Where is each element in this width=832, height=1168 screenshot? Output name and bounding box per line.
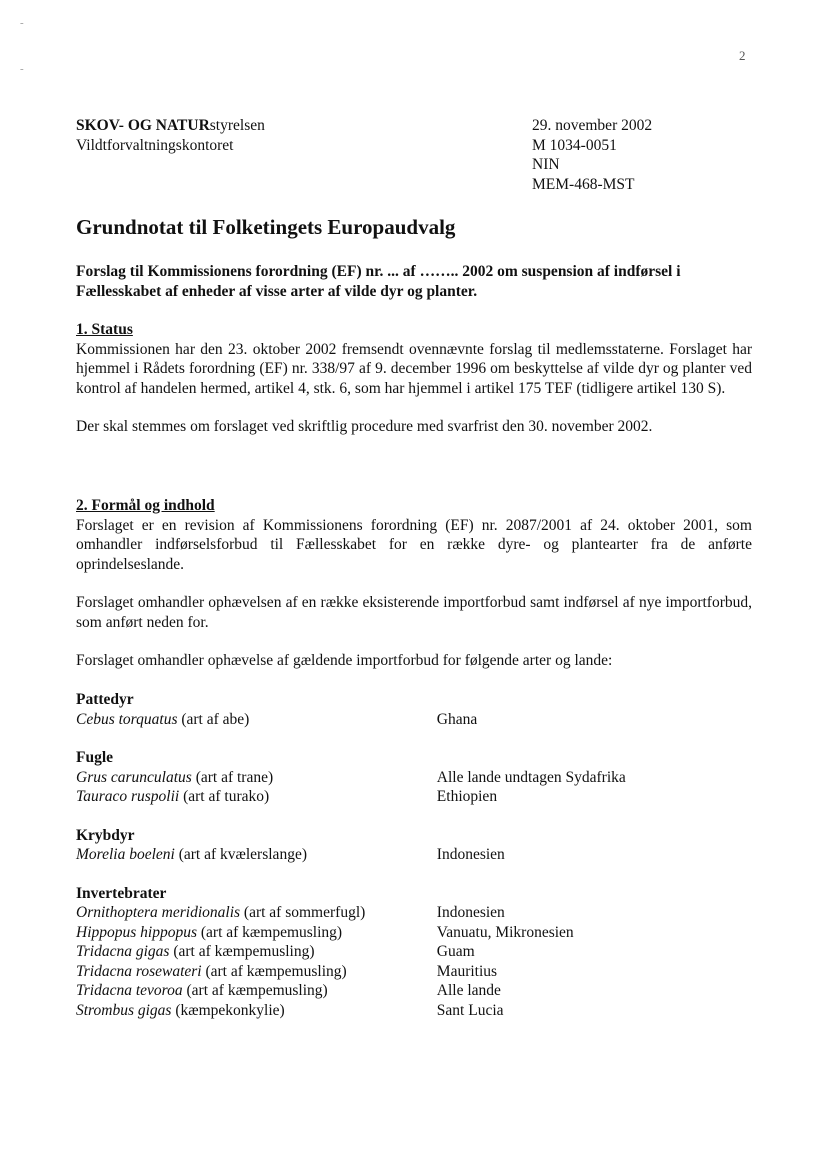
species-row <box>76 1001 676 1021</box>
species-row <box>76 768 676 788</box>
species-row <box>76 923 676 943</box>
species-country: Ghana <box>436 710 478 728</box>
status-paragraph: Der skal stemmes om forslaget ved skriftlig procedure med svarfrist den 30. november 2002. <box>76 418 653 435</box>
species-row <box>76 787 676 807</box>
purpose-paragraph: Forslaget omhandler ophævelse af gældende importforbud for følgende arter og lande: <box>76 652 613 669</box>
species-row <box>76 845 676 865</box>
species-country: Sant Lucia <box>436 1001 504 1019</box>
species-common-name: (art af turako) <box>179 788 270 805</box>
species-latin-name: Strombus gigas <box>76 1001 172 1019</box>
species-latin-name: Tauraco ruspolii <box>76 788 180 805</box>
species-latin-name: Tridacna tevoroa <box>76 982 183 999</box>
case-number: M 1034-0051 <box>532 136 617 154</box>
species-row <box>76 962 676 982</box>
species-common-name: (art af kæmpemusling) <box>201 962 347 980</box>
species-common-name: (art af kæmpemusling) <box>197 923 343 941</box>
page-title: Grundnotat til Folketingets Europaudvalg <box>76 215 456 239</box>
species-name <box>76 787 437 807</box>
organization-name <box>76 116 265 136</box>
organization-name-bold: SKOV- OG NATUR <box>76 117 210 134</box>
species-country: Vanuatu, Mikronesien <box>436 923 574 941</box>
scan-artifact-mark: - <box>20 17 24 29</box>
species-group-title: Fugle <box>76 749 114 766</box>
species-name <box>76 1001 437 1021</box>
species-group-title: Invertebrater <box>76 884 167 902</box>
species-name <box>76 903 437 923</box>
purpose-paragraph: Forslaget er en revision af Kommissionens forordning (EF) nr. 2087/2001 af 24. oktober 2001, som omhandler indførselsforbud til Fællesskabet for en række dyre- og plantearter fra de anførte oprindelseslande. <box>76 516 752 573</box>
species-common-name: (art af kvælerslange) <box>174 846 307 863</box>
species-name <box>76 845 437 865</box>
species-name <box>76 768 437 788</box>
purpose-heading: 2. Formål og indhold <box>76 497 215 514</box>
status-heading: 1. Status <box>76 321 133 338</box>
species-common-name: (art af trane) <box>191 768 274 786</box>
species-group-title: Pattedyr <box>76 691 134 708</box>
proposal-subtitle: Forslag til Kommissionens forordning (EF) nr. ... af …….. 2002 om suspension af indførsel i Fællesskabet af enheder af visse arter af vilde dyr og planter. <box>76 263 681 300</box>
status-paragraph: Kommissionen har den 23. oktober 2002 fremsendt ovennævnte forslag til medlemsstaterne. Forslaget har hjemmel i Rådets forordning (EF) nr. 338/97 af 9. december 1996 om beskyttelse af vilde dyr og planter ved kontrol af handelen hermed, artikel 4, stk. 6, som har hjemmel i artikel 175 TEF (tidligere artikel 130 S). <box>76 340 752 397</box>
species-latin-name: Grus carunculatus <box>76 768 192 786</box>
species-name <box>76 923 437 943</box>
initials: NIN <box>532 156 560 173</box>
species-row <box>76 903 676 923</box>
office-name: Vildtforvaltningskontoret <box>76 136 234 154</box>
document-date: 29. november 2002 <box>532 117 653 134</box>
purpose-paragraph: Forslaget omhandler ophævelsen af en række eksisterende importforbud samt indførsel af nye importforbud, som anført neden for. <box>76 594 752 631</box>
species-country: Indonesien <box>436 904 505 921</box>
species-latin-name: Tridacna rosewateri <box>76 962 202 980</box>
species-group-title: Krybdyr <box>76 826 135 844</box>
species-group <box>76 826 676 865</box>
species-common-name: (art af sommerfugl) <box>240 904 366 921</box>
species-common-name: (art af kæmpemusling) <box>182 982 328 999</box>
species-latin-name: Tridacna gigas <box>76 943 170 960</box>
document-meta <box>532 116 652 194</box>
status-section <box>76 320 752 437</box>
species-latin-name: Hippopus hippopus <box>76 923 197 941</box>
reference-code: MEM-468-MST <box>532 175 635 193</box>
species-latin-name: Morelia boeleni <box>76 846 175 863</box>
species-row <box>76 981 676 1001</box>
species-common-name: (kæmpekonkylie) <box>171 1001 285 1019</box>
species-name <box>76 710 437 730</box>
page-number: 2 <box>739 48 746 63</box>
species-group <box>76 690 676 729</box>
species-latin-name: Cebus torquatus <box>76 710 178 728</box>
species-country: Mauritius <box>436 962 498 980</box>
species-name <box>76 942 437 962</box>
species-group <box>76 748 676 807</box>
species-common-name: (art af abe) <box>177 710 250 728</box>
species-country: Ethiopien <box>436 788 498 805</box>
species-country: Alle lande <box>436 982 501 999</box>
species-common-name: (art af kæmpemusling) <box>169 943 315 960</box>
scan-artifact-mark: - <box>20 63 24 75</box>
purpose-section <box>76 496 752 671</box>
sender-block <box>76 116 265 155</box>
species-list <box>76 690 676 1039</box>
species-group <box>76 884 676 1021</box>
species-country: Alle lande undtagen Sydafrika <box>436 768 626 786</box>
species-name <box>76 981 437 1001</box>
organization-name-suffix: styrelsen <box>209 117 265 134</box>
species-country: Indonesien <box>436 846 505 863</box>
species-row <box>76 942 676 962</box>
species-name <box>76 962 437 982</box>
species-country: Guam <box>436 943 475 960</box>
species-row <box>76 710 676 730</box>
species-latin-name: Ornithoptera meridionalis <box>76 904 241 921</box>
